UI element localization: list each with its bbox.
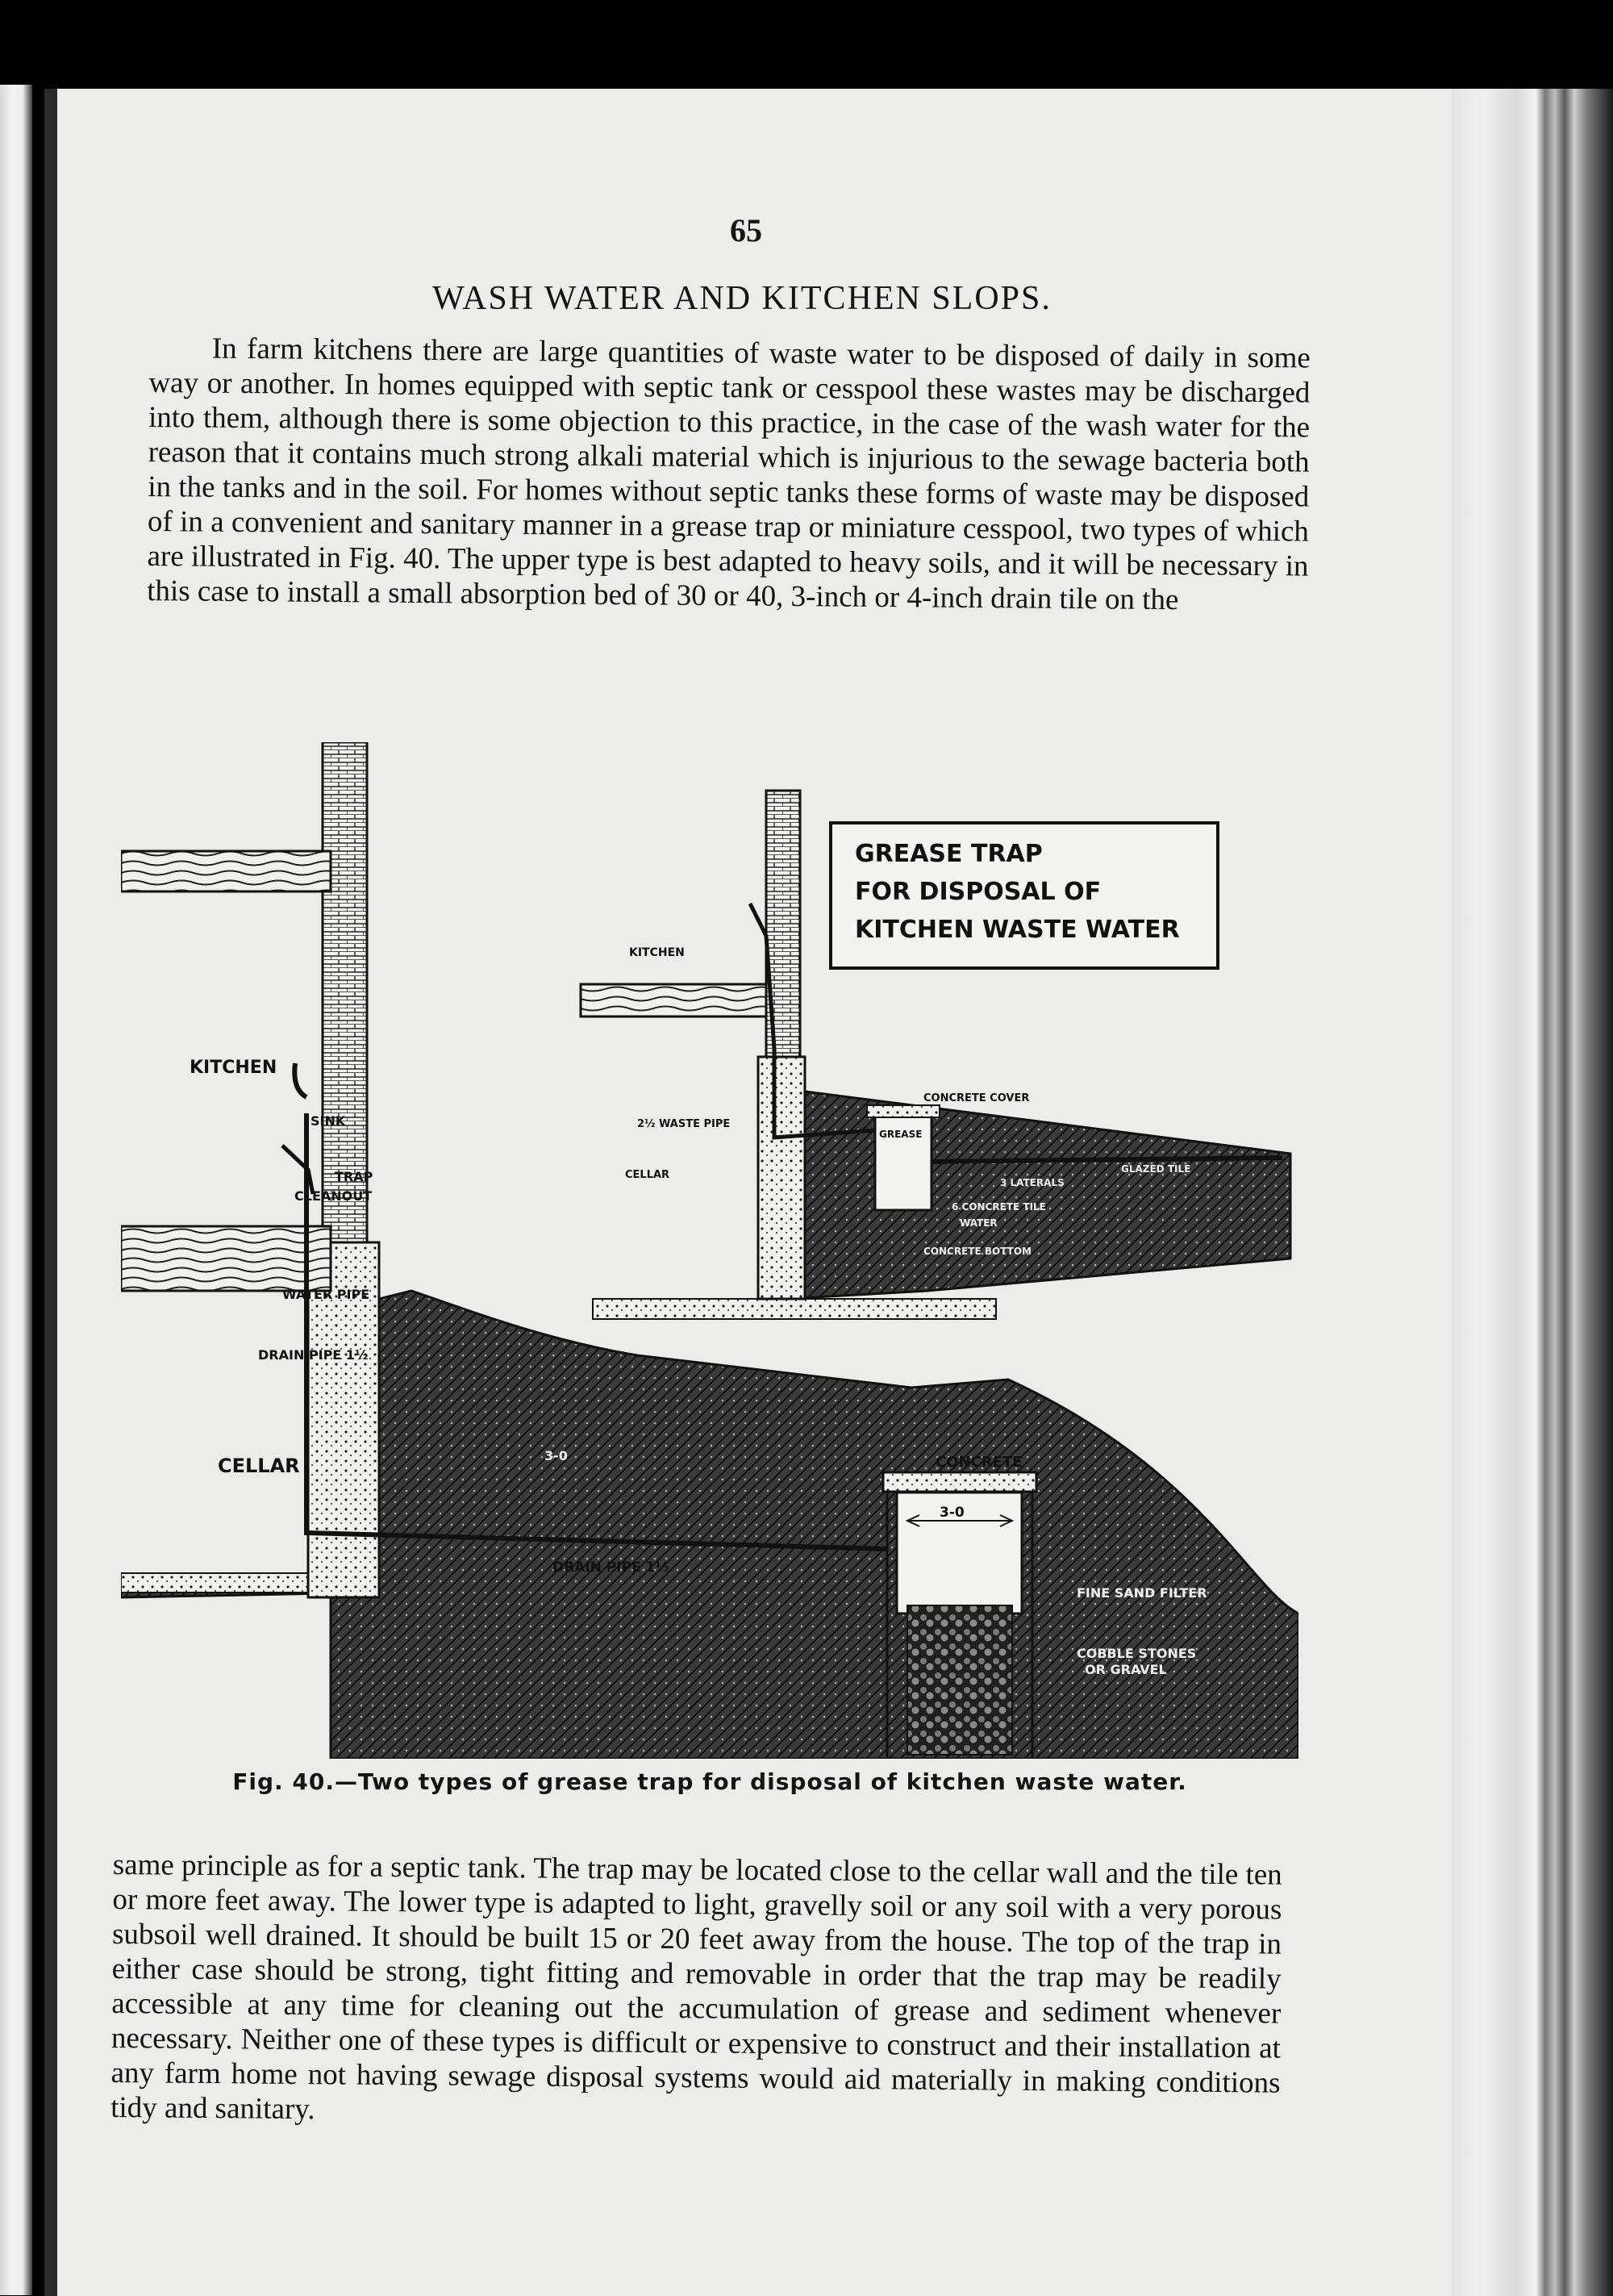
lower-kitchen-floor-joist: [121, 1226, 331, 1291]
label-or-gravel: OR GRAVEL: [1085, 1662, 1167, 1677]
label-drain-pipe-lower: DRAIN PIPE 1½: [552, 1559, 670, 1576]
body-paragraph-2: same principle as for a septic tank. The trap may be located close to the cellar wall and the tile ten or more feet away. The lower type is adapted to light, gravelly soil or any soil with a very porous subsoil well drained. It should be built 15 or 20 feet away from the house. The top of the trap in either case should be strong, tight fitting and removable in order that the trap may be readily accessible at any time for cleaning out the accumulation of grease and sediment whenever necessary. Neither one of these types is difficult or expensive to construct and their installation at any farm home not having sewage disposal systems would aid materially in making conditions tidy and sanitary.: [110, 1848, 1282, 2127]
body-paragraph-1: In farm kitchens there are large quantities of waste water to be disposed of daily in some way or another. In homes equipped with septic tank or cesspool these wastes may be discharged into them, although there is some objection to this practice, in the case of the wash water for the reason that it contains much strong alkali material which is injurious to the sewage bacteria both in the tanks and in the soil. For homes without septic tanks these forms of waste may be disposed of in a convenient and sanitary manner in a grease trap or miniature cesspool, two types of which are illustrated in Fig. 40. The upper type is best adapted to heavy soils, and it will be necessary in this case to install a small absorption bed of 30 or 40, 3-inch or 4-inch drain tile on the: [147, 332, 1311, 617]
label-laterals: 3 LATERALS: [1000, 1177, 1065, 1188]
label-concrete-tile: 6 CONCRETE TILE: [952, 1201, 1046, 1213]
upper-floor-joist: [581, 984, 766, 1017]
label-cellar-upper: CELLAR: [625, 1169, 670, 1181]
label-sink: SINK: [311, 1113, 346, 1129]
upper-trap-chamber: [875, 1113, 932, 1210]
label-kitchen-lower: KITCHEN: [190, 1058, 277, 1078]
left-page-edge: [0, 85, 32, 2295]
title-box-line-1: GREASE TRAP: [855, 840, 1043, 868]
label-fine-sand-filter: FINE SAND FILTER: [1077, 1585, 1207, 1601]
book-edges: [1452, 89, 1613, 2296]
label-drain-pipe-upper: DRAIN PIPE 1½: [258, 1347, 369, 1363]
label-waste-pipe: 2½ WASTE PIPE: [637, 1118, 731, 1130]
title-box-line-3: KITCHEN WASTE WATER: [855, 916, 1180, 944]
figure-title-box: [831, 823, 1218, 968]
upper-concrete-cover: [867, 1105, 940, 1117]
label-cellar-lower: CELLAR: [218, 1455, 300, 1477]
label-water-pipe: WATER PIPE: [282, 1287, 370, 1302]
label-cleanout: CLEANOUT: [294, 1188, 373, 1204]
title-box-line-2: FOR DISPOSAL OF: [855, 878, 1102, 906]
label-grease: GREASE: [879, 1129, 923, 1140]
label-depth: 3-0: [544, 1448, 568, 1463]
label-concrete: CONCRETE: [936, 1454, 1023, 1471]
label-width: 3-0: [940, 1505, 965, 1521]
label-trap: TRAP: [335, 1169, 373, 1184]
concrete-top: [883, 1472, 1036, 1492]
upper-soil: [786, 1089, 1290, 1299]
label-water: WATER: [960, 1217, 998, 1229]
label-glazed-tile: GLAZED TILE: [1121, 1163, 1191, 1175]
figure-caption: Fig. 40.—Two types of grease trap for disposal of kitchen waste water.: [232, 1768, 1187, 1795]
label-cobble-stones: COBBLE STONES: [1077, 1646, 1197, 1661]
upper-foundation: [758, 1057, 805, 1299]
label-concrete-bottom: CONCRETE BOTTOM: [923, 1246, 1032, 1257]
lower-upper-floor-joist: [121, 851, 331, 891]
grease-trap-figure: [121, 742, 1298, 1759]
upper-cellar-floor: [593, 1299, 996, 1319]
label-kitchen-upper: KITCHEN: [629, 946, 685, 959]
cobble-stone-fill: [907, 1605, 1012, 1755]
section-title: WASH WATER AND KITCHEN SLOPS.: [432, 280, 1052, 317]
page-number: 65: [730, 212, 762, 248]
label-concrete-cover: CONCRETE COVER: [923, 1092, 1030, 1104]
